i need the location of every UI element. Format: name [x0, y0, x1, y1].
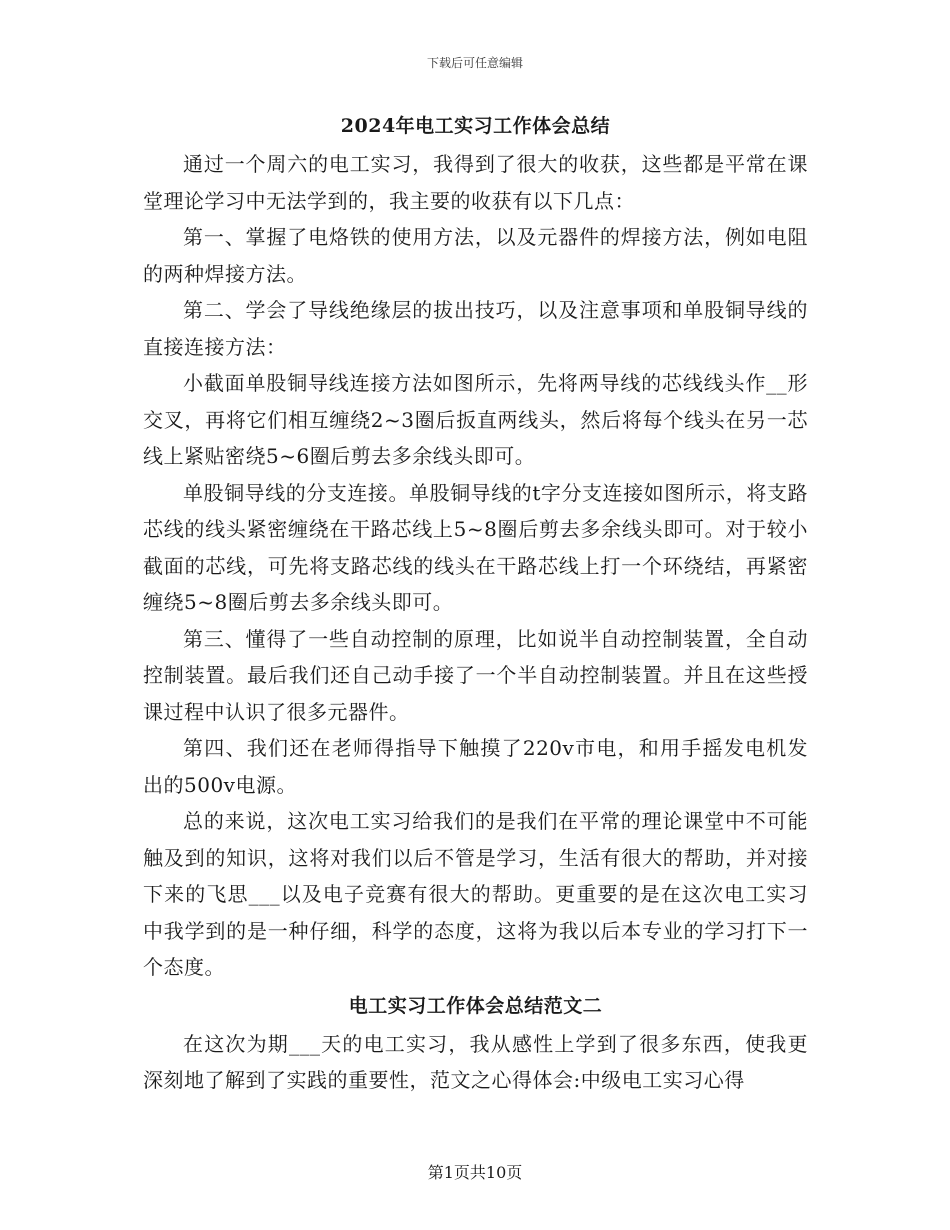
- paragraph-point-3: 第三、懂得了一些自动控制的原理，比如说半自动控制装置，全自动控制装置。最后我们还自己动手接了一个半自动控制装置。并且在这些授课过程中认识了很多元器件。: [143, 626, 808, 724]
- document-title: 2024年电工实习工作体会总结: [340, 115, 611, 137]
- paragraph-sample-2-intro: 在这次为期___天的电工实习，我从感性上学到了很多东西，使我更深刻地了解到了实践的重要性，范文之心得体会:中级电工实习心得: [143, 1031, 808, 1092]
- paragraph-single-strand-joint: 小截面单股铜导线连接方法如图所示，先将两导线的芯线线头作__形交叉，再将它们相互缠绕2~3圈后扳直两线头，然后将每个线头在另一芯线上紧贴密绕5~6圈后剪去多余线头即可。: [143, 371, 808, 468]
- paragraph-summary: 总的来说，这次电工实习给我们的是我们在平常的理论课堂中不可能触及到的知识，这将对我们以后不管是学习，生活有很大的帮助，并对接下来的飞思___以及电子竞赛有很大的帮助。更重要的是在这次电工实习中我学到的是一种仔细，科学的态度，这将为我以后本专业的学习打下一个态度。: [143, 809, 808, 979]
- paragraph-intro: 通过一个周六的电工实习，我得到了很大的收获，这些都是平常在课堂理论学习中无法学到的，我主要的收获有以下几点：: [143, 152, 808, 213]
- paragraph-point-4: 第四、我们还在老师得指导下触摸了220v市电，和用手摇发电机发出的500v电源。: [143, 736, 808, 797]
- page-header-note: 下载后可任意编辑: [426, 56, 523, 70]
- paragraph-point-2: 第二、学会了导线绝缘层的拔出技巧，以及注意事项和单股铜导线的直接连接方法：: [143, 298, 808, 359]
- document-body: [143, 106, 808, 1099]
- page-number: 第1页共10页: [427, 1163, 523, 1182]
- paragraph-point-1: 第一、掌握了电烙铁的使用方法，以及元器件的焊接方法，例如电阻的两种焊接方法。: [143, 225, 808, 286]
- section-title-2: 电工实习工作体会总结范文二: [348, 994, 603, 1017]
- paragraph-branch-joint: 单股铜导线的分支连接。单股铜导线的t字分支连接如图所示，将支路芯线的线头紧密缠绕在干路芯线上5~8圈后剪去多余线头即可。对于较小截面的芯线，可先将支路芯线的线头在干路芯线上打一个环绕结，再紧密缠绕5~8圈后剪去多余线头即可。: [143, 480, 808, 614]
